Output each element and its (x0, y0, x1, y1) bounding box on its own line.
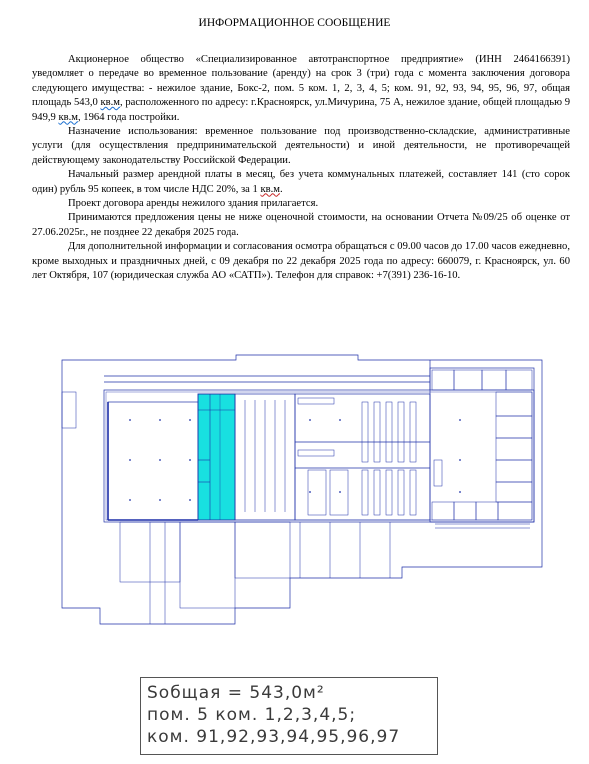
paragraph-purpose: Назначение использования: временное пользование под производственно-складские, административные услуги (для осуществления предпринимательской деятельности) и иной деятельности, не противоречащей действующему законодательству Российской Федерации. (32, 126, 570, 166)
unit-sqm: кв.м (260, 183, 280, 195)
paragraph-rent: Начальный размер арендной платы в месяц, без учета коммунальных платежей, составляет 141 (сто сорок один) рубль 95 копеек, в том числе НДС 20%, за 1 кв.м. (32, 169, 570, 195)
page-title: ИНФОРМАЦИОННОЕ СООБЩЕНИЕ (198, 17, 391, 29)
paragraph-price-offers: Принимаются предложения цены не ниже оценочной стоимости, на основании Отчета №09/25 об оценке от 27.06.2025г., не позднее 22 декабря 2025 года. (32, 212, 570, 238)
rooms-list-line: ком. 91,92,93,94,95,96,97 (147, 727, 401, 747)
unit-sqm: кв.м (58, 111, 78, 123)
paragraph-lessor: Акционерное общество «Специализированное автотранспортное предприятие» (ИНН 2464166391) уведомляет о передаче во временное пользование (аренду) на срок 3 (три) года с момента заключения договора следующего имущества: - нежилое здание, Бокс-2, пом. 5 ком. 1, 2, 3, 4, 5; ком. 91, 92, 93, 94, 95, 96, 97, общая площадь 543,0 кв.м, расположенного по адресу: г.Красноярск, ул.Мичурина, 75 А, нежилое здание, общей площадью 9 949,9 кв.м, 1964 года постройки. (32, 54, 570, 123)
premises-rooms-line: пом. 5 ком. 1,2,3,4,5; (147, 705, 357, 725)
unit-sqm: кв.м (100, 97, 121, 109)
premises-area-label (140, 677, 438, 755)
paragraph-draft-contract: Проект договора аренды нежилого здания прилагается. (68, 198, 319, 210)
paragraph-contacts: Для дополнительной информации и согласования осмотра обращаться с 09.00 часов до 17.00 часов ежедневно, кроме выходных и праздничных дней, с 09 декабря по 22 декабря 2025 года по адресу: 660079, г. Красноярск, ул. 60 лет Октября, 107 (юридическая служба АО «САТП»). Телефон для справок: +7(391) 236-16-10. (32, 241, 570, 282)
total-area-line: Sобщая = 543,0м² (147, 683, 325, 703)
notice-body (32, 53, 570, 284)
floor-plan-drawing (40, 352, 550, 672)
